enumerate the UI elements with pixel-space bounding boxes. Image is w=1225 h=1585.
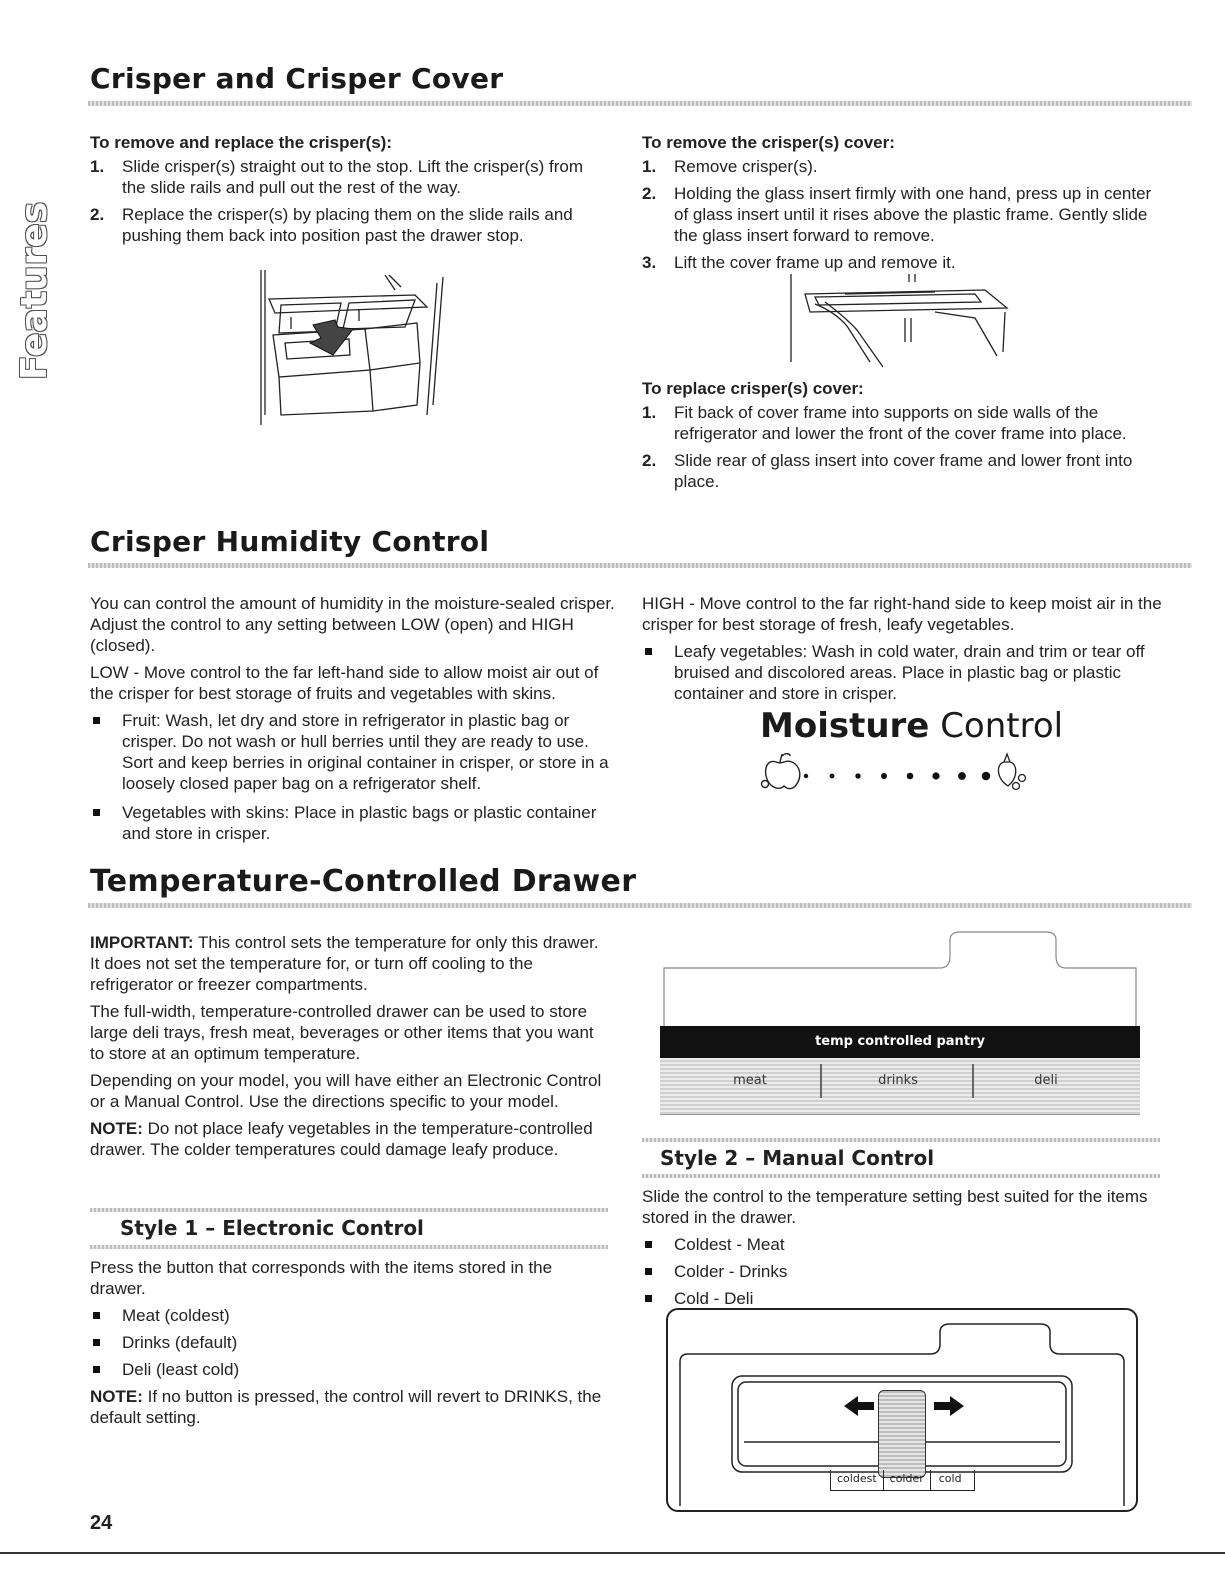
list-item: 1. Slide crisper(s) straight out to the stop. Lift the crisper(s) from the slide rails and pull out the rest of the way.: [90, 157, 584, 197]
list-item: Meat (coldest): [90, 1305, 610, 1326]
side-tab-label: Features: [14, 201, 55, 380]
section-title-drawer: Temperature-Controlled Drawer: [90, 864, 637, 899]
list-item: Colder - Drinks: [642, 1261, 1167, 1282]
remove-cover-block: [642, 132, 1167, 279]
remove-replace-crisper-block: [90, 132, 610, 252]
drawer-paragraph: The full-width, temperature-controlled drawer can be used to store large deli trays, fresh meat, beverages or other items that you want to store at an optimum temperature.: [90, 1002, 594, 1063]
list-item: 1. Remove crisper(s).: [642, 157, 818, 176]
humidity-right-column: [642, 593, 1167, 710]
panel-title: temp controlled pantry: [660, 1026, 1140, 1058]
humidity-high: HIGH - Move control to the far right-hand side to keep moist air in the crisper for best storage of fresh, leafy vegetables.: [642, 594, 1162, 634]
list-item: 3. Lift the cover frame up and remove it.: [642, 253, 956, 272]
page-number: 24: [90, 1512, 113, 1534]
section-title-crisper-cover: Crisper and Crisper Cover: [90, 62, 504, 95]
list-item: Vegetables with skins: Place in plastic bags or plastic container and store in crisper.: [90, 802, 615, 844]
section-rule: [88, 101, 1192, 106]
section-rule: [88, 563, 1192, 568]
style1-block: [90, 1257, 610, 1431]
bottom-rule: [0, 1552, 1225, 1554]
section-rule: [88, 903, 1192, 908]
style1-heading: Style 1 – Electronic Control: [120, 1216, 424, 1240]
list-item: 2. Holding the glass insert firmly with one hand, press up in center of glass insert until it rises above the plastic frame. Gently slide the glass insert forward to remove.: [642, 184, 1152, 245]
manual-control-illustration: [666, 1308, 1138, 1512]
replace-cover-block: [642, 378, 1167, 498]
meat-button[interactable]: meat: [680, 1064, 822, 1098]
list-item: Cold - Deli: [642, 1288, 1167, 1309]
drawer-left-column: [90, 932, 610, 1163]
slider-label-coldest: coldest: [831, 1470, 884, 1490]
moisture-slider-graphic: [760, 748, 1040, 792]
remove-cover-heading: To remove the crisper(s) cover:: [642, 133, 895, 152]
slider-label-colder: colder: [884, 1470, 931, 1490]
temperature-slider-handle[interactable]: [878, 1390, 926, 1478]
list-item: 1. Fit back of cover frame into supports on side walls of the refrigerator and lower the front of the cover frame into place.: [642, 403, 1127, 443]
drawer-paragraph: Depending on your model, you will have either an Electronic Control or a Manual Control. Use the directions specific to your model.: [90, 1071, 602, 1111]
list-item: Fruit: Wash, let dry and store in refrigerator in plastic bag or crisper. Do not wash or hull berries until they are ready to use. Sort and keep berries in original container in crisper, or store in a loosely closed paper bag on a refrigerator shelf.: [90, 710, 615, 794]
apple-icon: [762, 754, 800, 789]
moisture-control-label: Moisture Control: [760, 706, 1064, 746]
style2-text: Slide the control to the temperature setting best suited for the items stored in the drawer.: [642, 1187, 1148, 1227]
list-item: 2. Replace the crisper(s) by placing them on the slide rails and pushing them back into position past the drawer stop.: [90, 205, 573, 245]
style1-note: NOTE: If no button is pressed, the control will revert to DRINKS, the default setting.: [90, 1387, 602, 1427]
deli-button[interactable]: deli: [1034, 1073, 1058, 1088]
humidity-intro: You can control the amount of humidity in the moisture-sealed crisper. Adjust the control to any setting between LOW (open) and HIGH (closed).: [90, 594, 615, 655]
slider-label-cold: cold: [938, 1472, 962, 1485]
replace-cover-heading: To replace crisper(s) cover:: [642, 379, 864, 398]
list-item: Leafy vegetables: Wash in cold water, drain and trim or tear off bruised and discolored areas. Place in plastic bag or plastic container and store in crisper.: [642, 641, 1167, 704]
important-paragraph: IMPORTANT: This control sets the temperature for only this drawer. It does not set the temperature for, or turn off cooling to the refrigerator or freezer compartments.: [90, 933, 599, 994]
humidity-left-column: [90, 593, 615, 850]
list-item: Deli (least cold): [90, 1359, 610, 1380]
crisper-drawer-illustration: [255, 265, 455, 430]
note-paragraph: NOTE: Do not place leafy vegetables in the temperature-controlled drawer. The colder temperatures could damage leafy produce.: [90, 1119, 593, 1159]
moisture-dots: [804, 772, 991, 781]
list-item: 2. Slide rear of glass insert into cover frame and lower front into place.: [642, 451, 1133, 491]
features-side-tab: [0, 201, 64, 385]
list-item: Drinks (default): [90, 1332, 610, 1353]
drinks-button[interactable]: drinks: [824, 1064, 974, 1098]
strawberry-icon: [998, 754, 1025, 790]
slider-scale-labels: [830, 1470, 975, 1491]
crisper-cover-illustration: [785, 272, 1015, 370]
electronic-control-illustration: [660, 928, 1140, 1120]
list-item: Coldest - Meat: [642, 1234, 1167, 1255]
style1-text: Press the button that corresponds with the items stored in the drawer.: [90, 1258, 553, 1298]
remove-replace-heading: To remove and replace the crisper(s):: [90, 133, 393, 152]
humidity-low: LOW - Move control to the far left-hand side to allow moist air out of the crisper for best storage of fruits and vegetables with skins.: [90, 663, 599, 703]
style2-heading: Style 2 – Manual Control: [660, 1146, 935, 1170]
style2-block: [642, 1186, 1167, 1315]
section-title-humidity: Crisper Humidity Control: [90, 525, 490, 558]
